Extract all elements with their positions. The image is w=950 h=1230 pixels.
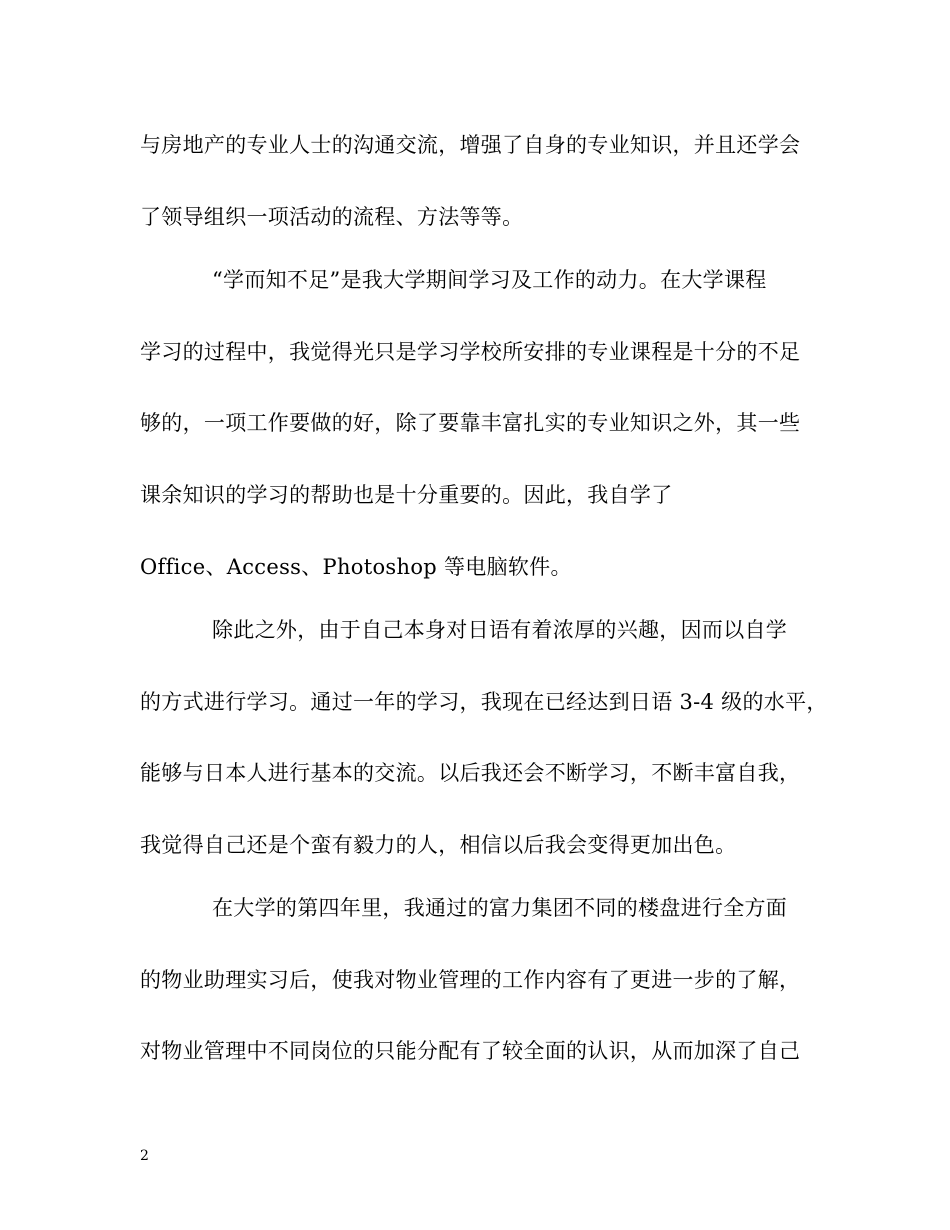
page-number: 2 xyxy=(140,1148,149,1164)
text-line: 的物业助理实习后，使我对物业管理的工作内容有了更进一步的了解， xyxy=(140,968,801,992)
text-line: 的方式进行学习。通过一年的学习，我现在已经达到日语 3-4 级的水平， xyxy=(140,690,828,714)
text-line: 能够与日本人进行基本的交流。以后我还会不断学习，不断丰富自我， xyxy=(140,761,801,785)
text-line: 了领导组织一项活动的流程、方法等等。 xyxy=(140,205,524,229)
text-line: 对物业管理中不同岗位的只能分配有了较全面的认识，从而加深了自己 xyxy=(140,1039,801,1063)
text-line: 学习的过程中，我觉得光只是学习学校所安排的专业课程是十分的不足 xyxy=(140,340,801,364)
text-line: 我觉得自己还是个蛮有毅力的人，相信以后我会变得更加出色。 xyxy=(140,833,737,857)
text-line: 在大学的第四年里，我通过的富力集团不同的楼盘进行全方面 xyxy=(212,896,788,920)
text-line: 够的，一项工作要做的好，除了要靠丰富扎实的专业知识之外，其一些 xyxy=(140,411,801,435)
text-line: “学而知不足”是我大学期间学习及工作的动力。在大学课程 xyxy=(212,268,767,292)
text-line: 课余知识的学习的帮助也是十分重要的。因此，我自学了 xyxy=(140,483,673,507)
text-line: Office、Access、Photoshop 等电脑软件。 xyxy=(140,555,572,579)
text-line: 与房地产的专业人士的沟通交流，增强了自身的专业知识，并且还学会 xyxy=(140,133,801,157)
text-line: 除此之外，由于自己本身对日语有着浓厚的兴趣，因而以自学 xyxy=(212,618,788,642)
